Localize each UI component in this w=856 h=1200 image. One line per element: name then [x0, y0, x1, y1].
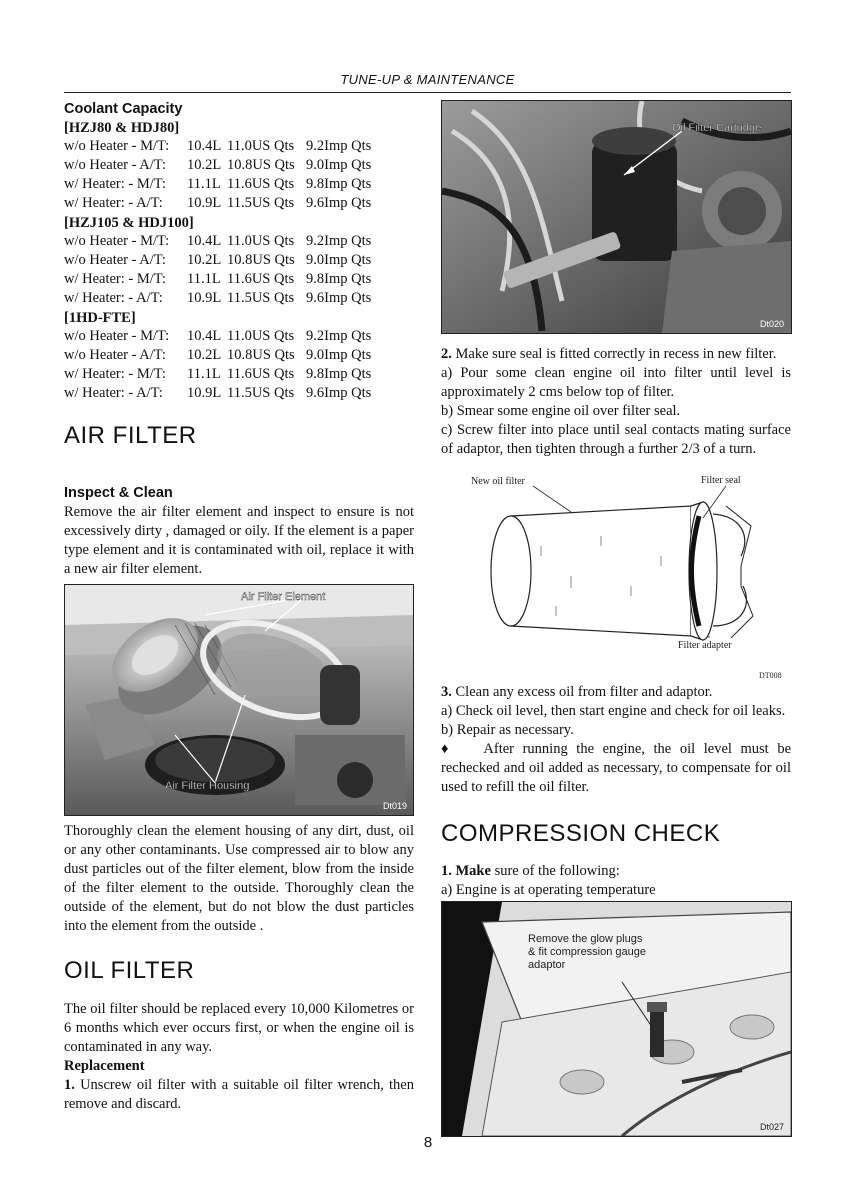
comp-step1-num: 1. Make	[441, 863, 491, 879]
coolant-cell-us: 11.6US Qts	[227, 271, 295, 287]
coolant-cell-label: w/ Heater: - M/T:	[64, 366, 166, 382]
oil-filter-photo-code: Dt020	[760, 319, 785, 329]
oil-filter-para: The oil filter should be replaced every 10,000 Kilometres or 6 months which ever occurs first, or when the engine oil is contaminated in any way.	[64, 1001, 414, 1055]
coolant-cell-us: 11.5US Qts	[227, 195, 295, 211]
coolant-cell-l: 10.9L	[187, 290, 222, 306]
coolant-cell-imp: 9.8Imp Qts	[306, 271, 372, 287]
oil-filter-heading	[64, 957, 414, 985]
coolant-cell-l: 11.1L	[187, 271, 221, 287]
header-rule	[64, 92, 791, 93]
oil-step1-text: Unscrew oil filter with a suitable oil filter wrench, then remove and discard.	[64, 1077, 414, 1112]
coolant-cell-imp: 9.2Imp Qts	[306, 328, 372, 344]
page-number: 8	[423, 1134, 433, 1151]
coolant-cell-imp: 9.6Imp Qts	[306, 290, 372, 306]
air-filter-housing-label: Air Filter Housing	[165, 780, 250, 792]
coolant-row	[64, 290, 414, 309]
oil-filter-photo	[441, 100, 792, 334]
coolant-cell-l: 10.4L	[187, 233, 222, 249]
inspect-subheading: Inspect & Clean	[64, 485, 173, 501]
coolant-cell-imp: 9.8Imp Qts	[306, 366, 372, 382]
oil-note	[441, 740, 791, 797]
coolant-cell-label: w/o Heater - M/T:	[64, 233, 170, 249]
coolant-row	[64, 157, 414, 176]
coolant-row	[64, 195, 414, 214]
new-oil-filter-label: New oil filter	[471, 476, 525, 487]
filter-adapter-label: Filter adapter	[678, 640, 732, 651]
coolant-cell-label: w/ Heater: - A/T:	[64, 385, 163, 401]
compression-title: COMPRESSION CHECK	[441, 820, 721, 847]
oil-step2-b: b) Smear some engine oil over filter seal.	[441, 403, 681, 419]
coolant-row	[64, 385, 414, 404]
coolant-group-title: [HZJ105 & HDJ100]	[64, 215, 194, 231]
coolant-cell-l: 11.1L	[187, 176, 221, 192]
coolant-cell-imp: 9.2Imp Qts	[306, 233, 372, 249]
oil-step3	[441, 683, 791, 702]
coolant-group-title: [HZJ80 & HDJ80]	[64, 120, 180, 136]
coolant-cell-imp: 9.8Imp Qts	[306, 176, 372, 192]
oil-step2-c: c) Screw filter into place until seal contacts mating surface of adaptor, then tighten through a further 2/3 of a turn.	[441, 422, 791, 457]
coolant-cell-imp: 9.2Imp Qts	[306, 138, 372, 154]
oil-step1-num: 1.	[64, 1077, 75, 1093]
air-filter-heading	[64, 422, 414, 450]
oil-filter-intro	[64, 1000, 414, 1114]
coolant-section	[64, 100, 414, 404]
oil-step3-a: a) Check oil level, then start engine and check for oil leaks.	[441, 703, 786, 719]
coolant-cell-l: 10.2L	[187, 252, 222, 268]
diagram-code: DT008	[759, 671, 782, 680]
coolant-cell-us: 11.6US Qts	[227, 366, 295, 382]
coolant-row	[64, 271, 414, 290]
coolant-cell-us: 11.5US Qts	[227, 385, 295, 401]
coolant-cell-label: w/o Heater - A/T:	[64, 157, 166, 173]
oil-step3-text: Clean any excess oil from filter and adaptor.	[451, 684, 713, 700]
coolant-cell-us: 11.6US Qts	[227, 176, 295, 192]
oil-step3-num: 3.	[441, 684, 452, 700]
coolant-cell-label: w/o Heater - A/T:	[64, 347, 166, 363]
oil-step2-text: Make sure seal is fitted correctly in recess in new filter.	[451, 346, 777, 362]
glow-plug-label-line3: adaptor	[528, 959, 566, 971]
air-filter-para2: Thoroughly clean the element housing of any dirt, dust, oil or any other contaminants. Use compressed air to blow any dust particles out of the filter element, blow from the inside of the filter element to the outside. Thoroughly clean the outside of the element, but do not blow the dust particles into the element from the outside .	[64, 823, 414, 934]
coolant-row	[64, 252, 414, 271]
coolant-cell-l: 10.4L	[187, 328, 222, 344]
oil-filter-step2	[441, 345, 791, 459]
air-filter-element-label: Air Filter Element	[241, 591, 326, 603]
coolant-title: Coolant Capacity	[64, 101, 183, 117]
coolant-cell-imp: 9.0Imp Qts	[306, 157, 372, 173]
coolant-row	[64, 176, 414, 195]
compression-photo	[441, 901, 792, 1137]
page-header: TUNE-UP & MAINTENANCE	[340, 72, 515, 87]
coolant-cell-label: w/o Heater - M/T:	[64, 328, 170, 344]
coolant-cell-us: 11.0US Qts	[227, 328, 295, 344]
coolant-cell-label: w/ Heater: - M/T:	[64, 271, 166, 287]
coolant-row	[64, 328, 414, 347]
coolant-group-title: [1HD-FTE]	[64, 310, 136, 326]
comp-step1	[441, 862, 791, 881]
air-filter-inspect	[64, 484, 414, 579]
air-filter-clean	[64, 822, 414, 936]
coolant-cell-l: 10.2L	[187, 157, 222, 173]
oil-filter-step3	[441, 683, 791, 797]
oil-step1	[64, 1076, 414, 1114]
coolant-cell-l: 10.4L	[187, 138, 222, 154]
compression-photo-code: Dt027	[760, 1122, 785, 1132]
coolant-cell-imp: 9.0Imp Qts	[306, 347, 372, 363]
coolant-row	[64, 138, 414, 157]
oil-step3-b: b) Repair as necessary.	[441, 722, 574, 738]
coolant-cell-imp: 9.6Imp Qts	[306, 195, 372, 211]
coolant-cell-label: w/ Heater: - A/T:	[64, 290, 163, 306]
coolant-cell-imp: 9.0Imp Qts	[306, 252, 372, 268]
coolant-cell-label: w/o Heater - A/T:	[64, 252, 166, 268]
coolant-cell-label: w/o Heater - M/T:	[64, 138, 170, 154]
coolant-cell-us: 11.0US Qts	[227, 233, 295, 249]
air-filter-title: AIR FILTER	[64, 422, 197, 449]
compression-step1	[441, 862, 791, 900]
coolant-row	[64, 347, 414, 366]
note-bullet: ♦	[441, 741, 454, 757]
air-filter-photo-code: Dt019	[383, 801, 408, 811]
coolant-cell-l: 11.1L	[187, 366, 221, 382]
glow-plug-label-line2: & fit compression gauge	[528, 946, 647, 958]
oil-step2-a: a) Pour some clean engine oil into filter until level is approximately 2 cms below top of filter.	[441, 365, 791, 400]
coolant-cell-us: 10.8US Qts	[227, 252, 295, 268]
coolant-row	[64, 366, 414, 385]
oil-filter-diagram	[441, 466, 791, 686]
coolant-row	[64, 233, 414, 252]
compression-heading	[441, 820, 791, 848]
note-text: After running the engine, the oil level must be rechecked and oil added as necessary, to compensate for oil used to refill the oil filter.	[441, 741, 791, 795]
coolant-cell-label: w/ Heater: - A/T:	[64, 195, 163, 211]
comp-step1-text: sure of the following:	[490, 863, 620, 879]
coolant-cell-us: 10.8US Qts	[227, 347, 295, 363]
coolant-cell-imp: 9.6Imp Qts	[306, 385, 372, 401]
coolant-cell-us: 10.8US Qts	[227, 157, 295, 173]
filter-seal-label: Filter seal	[701, 475, 741, 486]
coolant-cell-us: 11.0US Qts	[227, 138, 295, 154]
oil-step2	[441, 345, 791, 364]
comp-step1-a: a) Engine is at operating temperature	[441, 882, 656, 898]
coolant-cell-us: 11.5US Qts	[227, 290, 295, 306]
coolant-cell-label: w/ Heater: - M/T:	[64, 176, 166, 192]
coolant-cell-l: 10.2L	[187, 347, 222, 363]
oil-filter-title: OIL FILTER	[64, 957, 195, 984]
oil-step2-num: 2.	[441, 346, 452, 362]
replacement-label: Replacement	[64, 1058, 145, 1074]
air-filter-photo	[64, 584, 414, 816]
coolant-groups	[64, 119, 414, 404]
coolant-cell-l: 10.9L	[187, 385, 222, 401]
glow-plug-label-line1: Remove the glow plugs	[528, 933, 643, 945]
oil-filter-cartridge-label: Oil Filter Cartridge	[672, 122, 762, 134]
coolant-cell-l: 10.9L	[187, 195, 222, 211]
air-filter-para1: Remove the air filter element and inspect to ensure is not excessively dirty , damaged or oily. If the element is a paper type element and it is contaminated with oil, replace it with a new air filter element.	[64, 504, 414, 577]
